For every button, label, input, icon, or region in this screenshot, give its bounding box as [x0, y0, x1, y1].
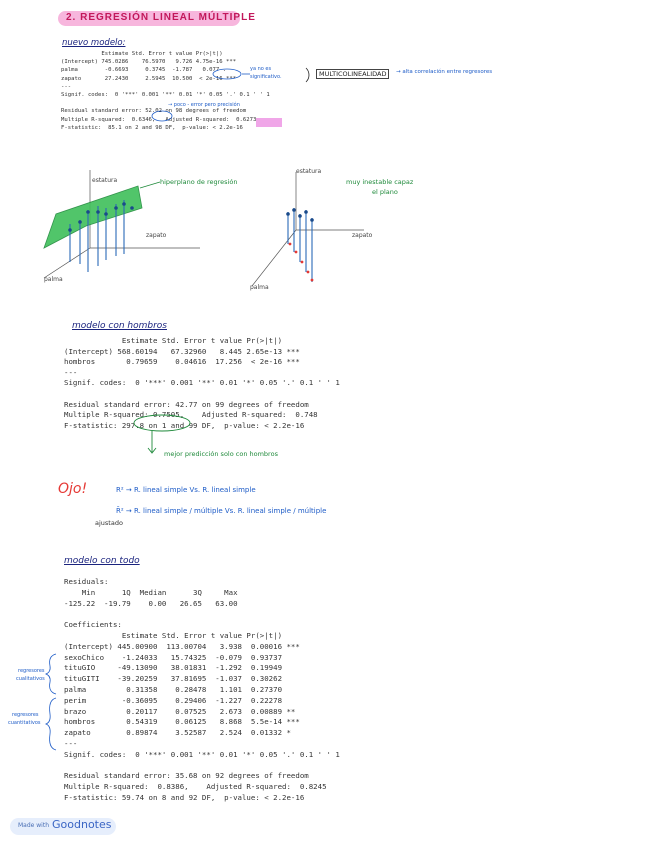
right-axis-z: palma — [250, 284, 269, 291]
output-line: (Intercept) 568.60194 67.32960 8.445 2.65e-13 *** — [64, 346, 300, 356]
output-line: F-statistic: 297.8 on 1 and 99 DF, p-value: < 2.2e-16 — [64, 420, 305, 430]
output-line: Multiple R-squared: 0.8386, Adjusted R-squared: 0.8245 — [64, 782, 327, 792]
section1-annotations — [210, 64, 320, 110]
bracket-2b: cuantitativos — [8, 720, 41, 726]
output-line: Residual standard error: 52.02 on 98 degrees of freedom — [61, 108, 247, 115]
output-line: Min 1Q Median 3Q Max — [64, 587, 238, 597]
output-line: --- — [61, 83, 72, 90]
output-line: Estimate Std. Error t value Pr(>|t|) — [61, 51, 223, 57]
signif-note-1: ya no es — [250, 66, 272, 72]
left-axis-x: zapato — [146, 232, 167, 239]
unstable-plane-figure — [244, 168, 374, 294]
output-line: hombros 0.54319 0.06125 8.868 5.5e-14 *** — [64, 717, 300, 727]
section3-output — [64, 577, 340, 804]
output-line: perim -0.36095 0.29406 -1.227 0.22278 — [64, 695, 283, 705]
section2-label: modelo con hombros — [72, 321, 167, 331]
hyperplane-figure — [30, 168, 230, 288]
left-axis-z: palma — [44, 276, 63, 283]
logo-small: Made with — [18, 822, 49, 829]
left-axis-y: estatura — [92, 177, 118, 184]
section1-label: nuevo modelo: — [62, 38, 126, 48]
bracket-1b: cualitativos — [16, 676, 45, 682]
output-line: Signif. codes: 0 '***' 0.001 '**' 0.01 '*' 0.05 '.' 0.1 ' ' 1 — [61, 92, 270, 99]
bracket-2a: regresores — [12, 712, 39, 718]
output-line: zapato 0.89874 3.52587 2.524 0.01332 * — [64, 728, 291, 738]
output-line — [64, 389, 340, 400]
output-line: Signif. codes: 0 '***' 0.001 '**' 0.01 '*' 0.05 '.' 0.1 ' ' 1 — [64, 749, 340, 759]
goodnotes-logo: Goodnotes — [52, 818, 112, 831]
output-line — [64, 609, 340, 620]
output-line: palma -0.6693 0.3745 -1.787 0.077 . — [61, 67, 227, 74]
ojo-label: Ojo! — [58, 481, 88, 497]
ojo-r2: R² → R. lineal simple Vs. R. lineal simple — [116, 486, 256, 494]
output-line — [64, 761, 340, 772]
ojo-r2adj: R̄² → R. lineal simple / múltiple Vs. R. lineal simple / múltiple — [116, 507, 327, 515]
precision-note: → poco - error pero precisión — [168, 102, 240, 108]
hyperplane-note: hiperplano de regresión — [160, 178, 238, 186]
output-line: tituGIO -49.13090 38.01831 -1.292 0.19949 — [64, 663, 283, 673]
output-line: hombros 0.79659 0.04616 17.256 < 2e-16 *** — [64, 357, 300, 367]
ojo-ajustado: ajustado — [95, 519, 123, 527]
output-line: Multiple R-squared: 0.6346, Adjusted R-squared: 0.6273 — [61, 116, 257, 123]
output-line: Residual standard error: 42.77 on 99 degrees of freedom — [64, 399, 309, 409]
output-line: Multiple R-squared: 0.7505, Adjusted R-squared: 0.748 — [64, 410, 318, 420]
page-title: 2. REGRESIÓN LINEAL MÚLTIPLE — [66, 12, 256, 23]
output-line: (Intercept) 745.0286 76.5970 9.726 4.75e-16 *** — [61, 59, 237, 66]
output-line: (Intercept) 445.00900 113.00704 3.938 0.00016 *** — [64, 641, 300, 651]
output-line: tituGITI -39.20259 37.81695 -1.037 0.30262 — [64, 674, 283, 684]
section3-label: modelo con todo — [64, 556, 140, 566]
output-line: Signif. codes: 0 '***' 0.001 '**' 0.01 '*' 0.05 '.' 0.1 ' ' 1 — [64, 378, 340, 388]
output-line: palma 0.31358 0.28478 1.101 0.27370 — [64, 684, 283, 694]
output-line: Coefficients: — [64, 620, 122, 630]
output-line: Residual standard error: 35.68 on 92 degrees of freedom — [64, 771, 309, 781]
signif-note-2: significativo. — [250, 74, 282, 80]
output-line: brazo 0.20117 0.07525 2.673 0.00889 ** — [64, 706, 296, 716]
output-line: sexoChico -1.24033 15.74325 -0.079 0.93737 — [64, 652, 283, 662]
output-line: zapato 27.2430 2.5945 10.500 < 2e-16 *** — [61, 75, 237, 82]
bracket-1a: regresores — [18, 668, 45, 674]
brackets — [44, 652, 60, 752]
right-axis-y: estatura — [296, 168, 322, 175]
multicol-label: MULTICOLINEALIDAD — [316, 69, 389, 79]
output-line: --- — [64, 367, 78, 377]
output-line: -125.22 -19.79 0.00 26.65 63.00 — [64, 598, 238, 608]
output-line: Residuals: — [64, 577, 109, 586]
multicol-note: → alta correlación entre regresores — [396, 69, 493, 75]
output-line: Estimate Std. Error t value Pr(>|t|) — [64, 630, 283, 640]
output-line: Estimate Std. Error t value Pr(>|t|) — [64, 336, 283, 345]
output-line: --- — [64, 738, 78, 748]
output-line: F-statistic: 85.1 on 2 and 98 DF, p-value: < 2.2e-16 — [61, 124, 243, 131]
section2-note: mejor predicción solo con hombros — [164, 450, 278, 458]
rse-circle — [150, 106, 190, 126]
unstable-note-1: muy inestable capaz — [346, 178, 414, 186]
unstable-note-2: el plano — [372, 188, 398, 196]
right-axis-x: zapato — [352, 232, 373, 239]
output-line: F-statistic: 59.74 on 8 and 92 DF, p-value: < 2.2e-16 — [64, 792, 305, 802]
